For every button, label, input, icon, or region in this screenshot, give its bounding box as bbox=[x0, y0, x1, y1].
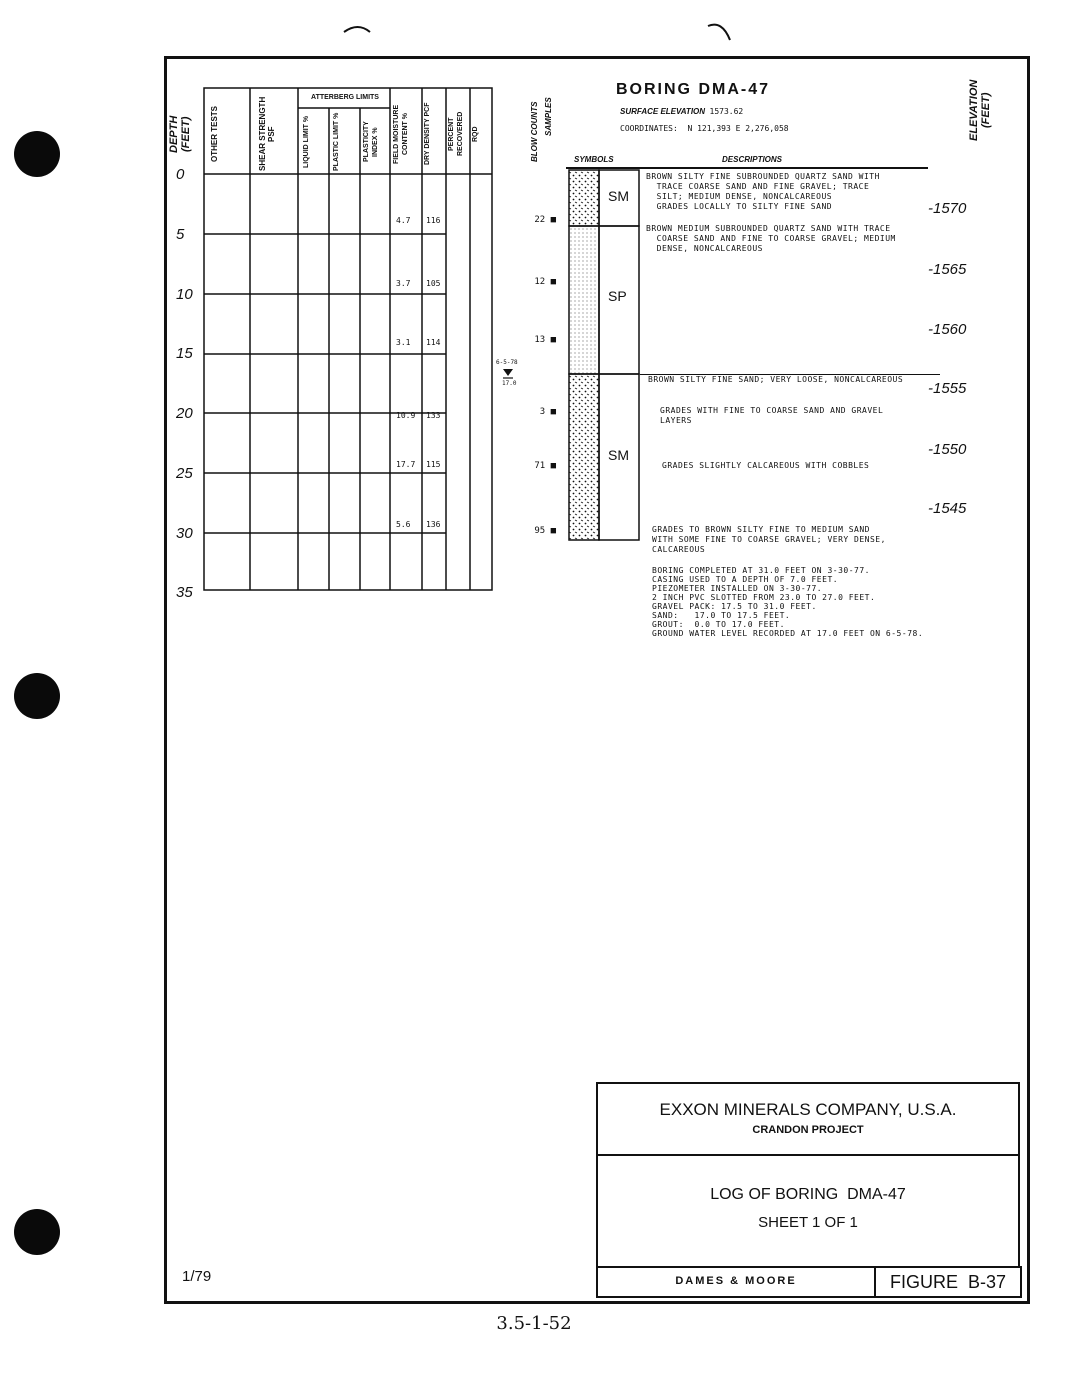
blow-counts-label: BLOW COUNTS bbox=[530, 101, 539, 163]
elevation-tick: -1570 bbox=[928, 200, 967, 217]
depth-tick: 20 bbox=[176, 405, 193, 422]
soil-symbol: SM bbox=[608, 447, 629, 463]
description-layer-3b: GRADES SLIGHTLY CALCAREOUS WITH COBBLES bbox=[662, 461, 870, 470]
log-title: LOG OF BORING DMA-47 bbox=[710, 1186, 906, 1203]
punch-hole-bottom bbox=[14, 1209, 60, 1255]
density-value: 136 bbox=[426, 520, 441, 529]
col-shear-strength: SHEAR STRENGTH PSF bbox=[258, 96, 276, 172]
boring-notes: BORING COMPLETED AT 31.0 FEET ON 3-30-77. CASING USED TO A DEPTH OF 7.0 FEET. PIEZOMETER INSTALLED ON 3-30-77. 2 INCH PVC SLOTTED FROM 23.0 TO 27.0 FEET. GRAVEL PACK: 17.5 TO 31.0 FEET. SAND: 17.0 TO 17.5 FEET. GROUT: 0.0 TO 17.0 FEET. GROUND WATER LEVEL RECORDED AT 17.0 FEET ON 6-5-78. bbox=[652, 566, 924, 638]
description-layer-1: BROWN SILTY FINE SUBROUNDED QUARTZ SAND WITH TRACE COARSE SAND AND FINE GRAVEL; TRACE SILT; MEDIUM DENSE, NONCALCAREOUS GRADES LOCALLY TO SILTY FINE SAND bbox=[646, 172, 880, 211]
density-value: 133 bbox=[426, 411, 441, 420]
punch-hole-top bbox=[14, 131, 60, 177]
col-other-tests: OTHER TESTS bbox=[210, 106, 219, 163]
surface-elevation: SURFACE ELEVATION 1573.62 bbox=[620, 107, 744, 116]
soil-symbol: SP bbox=[608, 288, 627, 304]
depth-tick: 35 bbox=[176, 584, 193, 601]
depth-tick: 10 bbox=[176, 286, 193, 303]
sheet-number: SHEET 1 OF 1 bbox=[758, 1214, 858, 1231]
water-level-depth: 17.0 bbox=[502, 380, 517, 387]
col-plastic-limit: PLASTIC LIMIT % bbox=[333, 112, 340, 172]
col-plasticity-index: PLASTICITY INDEX % bbox=[363, 121, 379, 163]
depth-tick: 30 bbox=[176, 525, 193, 542]
blow-count: 71 ■ bbox=[534, 461, 556, 471]
title-block-figure bbox=[874, 1266, 1022, 1298]
col-dry-density: DRY DENSITY PCF bbox=[424, 102, 431, 166]
density-value: 116 bbox=[426, 216, 441, 225]
elevation-axis-label: ELEVATION (FEET) bbox=[968, 79, 992, 141]
binder-marks bbox=[330, 18, 750, 48]
col-liquid-limit: LIQUID LIMIT % bbox=[303, 115, 310, 169]
depth-tick: 25 bbox=[176, 465, 193, 482]
elevation-tick: -1560 bbox=[928, 321, 967, 338]
description-layer-3a: GRADES WITH FINE TO COARSE SAND AND GRAVEL LAYERS bbox=[660, 406, 884, 425]
blow-count: 95 ■ bbox=[534, 526, 556, 536]
title-block-company bbox=[596, 1082, 1020, 1156]
firm-name: DAMES & MOORE bbox=[675, 1275, 797, 1287]
moisture-value: 3.7 bbox=[396, 279, 411, 288]
density-value: 114 bbox=[426, 338, 441, 347]
title-block-firm bbox=[596, 1266, 876, 1298]
date-code: 1/79 bbox=[182, 1268, 212, 1285]
water-level-icon bbox=[502, 368, 514, 380]
punch-hole-middle bbox=[14, 673, 60, 719]
depth-tick: 5 bbox=[176, 226, 185, 243]
density-value: 105 bbox=[426, 279, 441, 288]
soil-symbol: SM bbox=[608, 188, 629, 204]
col-atterberg-limits: ATTERBERG LIMITS bbox=[311, 94, 379, 101]
elevation-tick: -1550 bbox=[928, 441, 967, 458]
coordinates: COORDINATES: N 121,393 E 2,276,058 bbox=[620, 124, 789, 133]
blow-count: 3 ■ bbox=[539, 407, 556, 417]
depth-axis-label: DEPTH (FEET) bbox=[168, 115, 192, 153]
description-layer-3c: GRADES TO BROWN SILTY FINE TO MEDIUM SAND WITH SOME FINE TO COARSE GRAVEL; VERY DENSE, CALCAREOUS bbox=[652, 525, 886, 554]
symbols-header: SYMBOLS bbox=[574, 155, 614, 164]
boring-title: BORING DMA-47 bbox=[616, 81, 771, 98]
description-layer-3: BROWN SILTY FINE SAND; VERY LOOSE, NONCALCAREOUS bbox=[648, 375, 904, 384]
elevation-tick: -1565 bbox=[928, 261, 967, 278]
water-level-date: 6-5-78 bbox=[496, 359, 518, 366]
blow-count: 12 ■ bbox=[534, 277, 556, 287]
col-rqd: RQD bbox=[472, 126, 479, 142]
moisture-value: 3.1 bbox=[396, 338, 411, 347]
elevation-tick: -1545 bbox=[928, 500, 967, 517]
elevation-tick: -1555 bbox=[928, 380, 967, 397]
project-name: CRANDON PROJECT bbox=[752, 1124, 864, 1136]
moisture-value: 17.7 bbox=[396, 460, 416, 469]
descriptions-header: DESCRIPTIONS bbox=[722, 155, 783, 164]
moisture-value: 10.9 bbox=[396, 411, 416, 420]
title-block-log bbox=[596, 1154, 1020, 1268]
blow-count: 13 ■ bbox=[534, 335, 556, 345]
density-value: 115 bbox=[426, 460, 441, 469]
moisture-value: 4.7 bbox=[396, 216, 411, 225]
company-name: EXXON MINERALS COMPANY, U.S.A. bbox=[659, 1100, 957, 1119]
col-percent-recovered: PERCENT RECOVERED bbox=[448, 111, 464, 157]
figure-number: FIGURE B-37 bbox=[889, 1272, 1007, 1292]
description-layer-2: BROWN MEDIUM SUBROUNDED QUARTZ SAND WITH TRACE COARSE SAND AND FINE TO COARSE GRAVEL; MEDIUM DENSE, NONCALCAREOUS bbox=[646, 224, 896, 253]
depth-tick: 15 bbox=[176, 345, 193, 362]
depth-tick: 0 bbox=[176, 166, 185, 183]
page-number: 3.5-1-52 bbox=[496, 1313, 572, 1334]
blow-count: 22 ■ bbox=[534, 215, 556, 225]
soil-column bbox=[566, 168, 642, 544]
col-field-moisture: FIELD MOISTURE CONTENT % bbox=[393, 104, 409, 164]
samples-label: SAMPLES bbox=[544, 97, 553, 137]
moisture-value: 5.6 bbox=[396, 520, 411, 529]
